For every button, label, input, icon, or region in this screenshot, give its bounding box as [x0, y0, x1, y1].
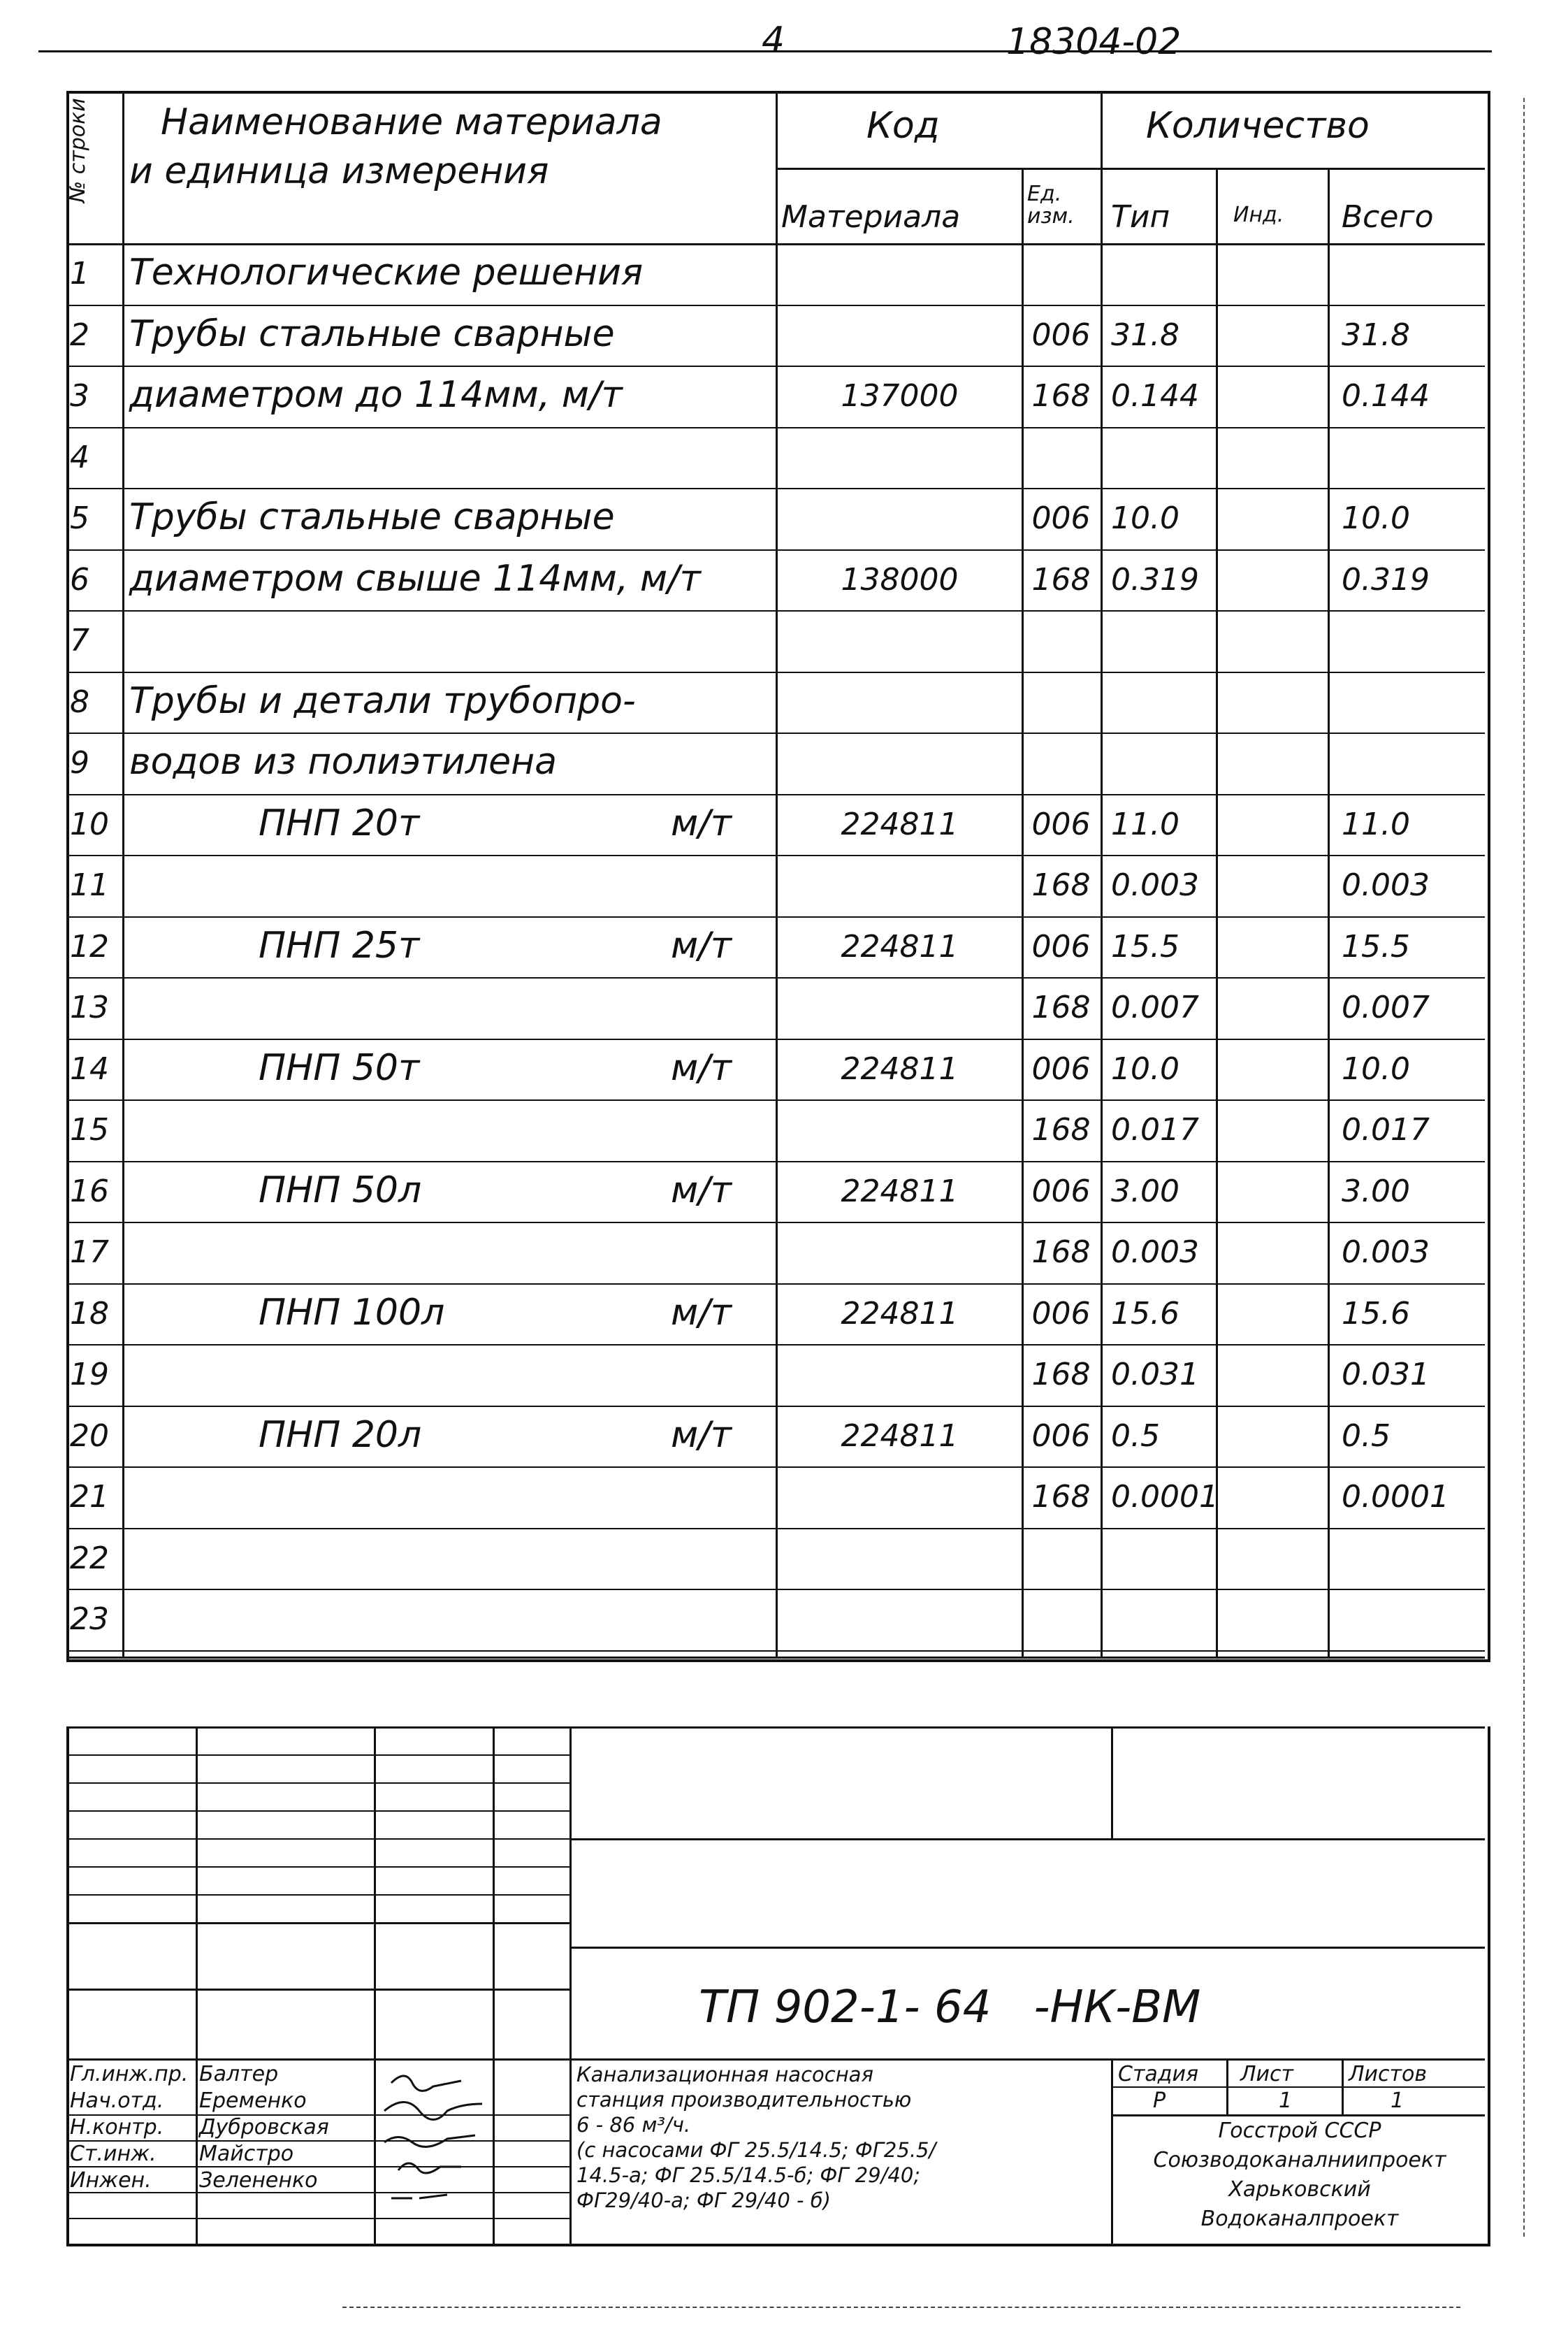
row-number: 22	[70, 1540, 109, 1576]
qty-total: 0.5	[1342, 1417, 1391, 1454]
qty-total: 0.003	[1342, 1234, 1430, 1270]
row-rule	[66, 549, 1485, 551]
sheets-value: 1	[1391, 2088, 1404, 2113]
role-title: Нач.отд.	[70, 2088, 164, 2113]
stamp-row	[66, 1782, 569, 1784]
sheet-label: Лист	[1240, 2062, 1294, 2086]
role-person: Балтер	[199, 2062, 279, 2086]
row-number: 14	[70, 1051, 109, 1087]
material-name: ПНП 50т	[259, 1046, 420, 1089]
qty-total: 0.0001	[1342, 1479, 1449, 1515]
qty-type: 15.5	[1111, 928, 1179, 965]
signature-2	[384, 2102, 482, 2120]
qty-total: 15.6	[1342, 1295, 1410, 1332]
row-number: 2	[70, 317, 89, 353]
organization	[1115, 2116, 1485, 2234]
row-number: 3	[70, 378, 89, 414]
material-code: 224811	[841, 1051, 959, 1087]
doc-code: 18304-02	[1006, 21, 1182, 63]
col-line	[776, 91, 778, 1657]
header-qty-ind: Инд.	[1233, 203, 1284, 227]
material-name: ПНП 50л	[259, 1169, 422, 1211]
material-name: Технологические решения	[129, 252, 644, 294]
unit-code: 168	[1031, 561, 1091, 598]
page-number: 4	[762, 20, 785, 62]
unit-code: 006	[1031, 1051, 1091, 1087]
qty-total: 0.144	[1342, 378, 1430, 414]
role-person: Дубровская	[199, 2115, 329, 2140]
stamp-row	[66, 1754, 569, 1756]
org-line: Водоканалпроект	[1200, 2207, 1399, 2231]
stamp-row	[569, 1947, 1485, 1949]
role-person: Зелененко	[199, 2168, 318, 2193]
qty-total: 10.0	[1342, 500, 1410, 536]
row-number: 8	[70, 684, 89, 720]
row-number: 7	[70, 623, 89, 658]
stamp-row	[569, 2058, 1485, 2061]
title-line: 14.5-а; ФГ 25.5/14.5-б; ФГ 29/40;	[576, 2163, 921, 2187]
material-name: ПНП 20л	[259, 1413, 422, 1456]
material-name: водов из полиэтилена	[129, 741, 557, 783]
role-person: Майстро	[199, 2142, 294, 2166]
header-code: Код	[866, 105, 940, 147]
material-name: диаметром до 114мм, м/т	[129, 374, 623, 416]
unit-code: 168	[1031, 1234, 1091, 1270]
qty-total: 0.003	[1342, 867, 1430, 903]
material-name: Трубы стальные сварные	[129, 496, 615, 538]
unit-name: м/т	[671, 802, 732, 844]
bottom-dash	[342, 2307, 1460, 2308]
header-qty-type: Тип	[1111, 199, 1170, 235]
header-name-2: и единица измерения	[129, 150, 549, 192]
row-number: 11	[70, 867, 109, 903]
header-qty: Количество	[1146, 105, 1370, 147]
unit-code: 168	[1031, 990, 1091, 1025]
stage-label: Стадия	[1118, 2062, 1199, 2086]
material-code: 224811	[841, 1417, 959, 1454]
role-title: Ст.инж.	[70, 2142, 157, 2166]
row-number: 13	[70, 990, 109, 1025]
doc-designation: ТП 902-1- 64 -НК-ВМ	[699, 1982, 1201, 2033]
unit-name: м/т	[671, 1413, 732, 1456]
signature-4	[398, 2163, 461, 2173]
signature-5	[391, 2195, 447, 2198]
row-rule	[66, 1161, 1485, 1162]
row-rule	[66, 1344, 1485, 1345]
unit-code: 006	[1031, 1295, 1091, 1332]
row-number: 9	[70, 745, 89, 781]
unit-code: 168	[1031, 1112, 1091, 1148]
org-line: Госстрой СССР	[1218, 2119, 1381, 2143]
row-rule	[66, 1650, 1485, 1652]
qty-type: 31.8	[1111, 317, 1179, 353]
row-rule	[66, 1222, 1485, 1223]
qty-total: 3.00	[1342, 1173, 1410, 1209]
unit-code: 168	[1031, 1357, 1091, 1392]
row-rule	[66, 916, 1485, 918]
material-name: Трубы и детали трубопро-	[129, 679, 636, 722]
signatures	[377, 2065, 496, 2240]
row-number: 12	[70, 928, 109, 965]
stamp-row	[66, 1989, 569, 1991]
qty-type: 0.003	[1111, 1234, 1199, 1270]
unit-code: 006	[1031, 317, 1091, 353]
qty-type: 15.6	[1111, 1295, 1179, 1332]
qty-type: 11.0	[1111, 806, 1179, 842]
col-line	[1216, 168, 1218, 1657]
row-number: 10	[70, 806, 109, 842]
header-code-material: Материала	[781, 199, 961, 235]
row-rule	[66, 610, 1485, 612]
row-number: 20	[70, 1417, 109, 1454]
row-rule	[66, 427, 1485, 428]
title-line: (с насосами ФГ 25.5/14.5; ФГ25.5/	[576, 2138, 936, 2162]
material-code: 137000	[841, 378, 959, 414]
sheet-value: 1	[1279, 2088, 1293, 2113]
role-person: Еременко	[199, 2088, 307, 2113]
qty-total: 0.031	[1342, 1357, 1430, 1392]
stamp-row	[66, 1866, 569, 1868]
qty-type: 0.003	[1111, 867, 1199, 903]
org-line: Союзводоканалниипроект	[1153, 2148, 1446, 2172]
row-rule	[66, 855, 1485, 856]
unit-code: 006	[1031, 500, 1091, 536]
row-rule	[66, 1528, 1485, 1529]
col-line	[1101, 91, 1103, 1657]
material-name: ПНП 20т	[259, 802, 420, 844]
row-number: 4	[70, 439, 89, 475]
unit-name: м/т	[671, 924, 732, 967]
col-line	[1328, 168, 1330, 1657]
row-rule	[66, 733, 1485, 734]
qty-type: 0.319	[1111, 561, 1199, 598]
row-number: 15	[70, 1112, 109, 1148]
header-code-unit: Ед. изм.	[1027, 182, 1075, 229]
material-code: 224811	[841, 928, 959, 965]
qty-type: 0.031	[1111, 1357, 1199, 1392]
row-number: 16	[70, 1173, 109, 1209]
sheets-label: Листов	[1349, 2062, 1428, 2086]
header-qty-total: Всего	[1342, 199, 1434, 235]
unit-name: м/т	[671, 1169, 732, 1211]
unit-code: 006	[1031, 1173, 1091, 1209]
qty-type: 10.0	[1111, 1051, 1179, 1087]
qty-type: 0.0001	[1111, 1479, 1219, 1515]
title-line: 6 - 86 м³/ч.	[576, 2113, 691, 2137]
row-number: 1	[70, 256, 89, 291]
material-code: 224811	[841, 806, 959, 842]
header-bottom-rule	[66, 243, 1485, 245]
header-name: Наименование материала	[161, 101, 662, 143]
unit-name: м/т	[671, 1291, 732, 1334]
row-rule	[66, 1589, 1485, 1590]
unit-code: 006	[1031, 928, 1091, 965]
title-line: ФГ29/40-а; ФГ 29/40 - б)	[576, 2188, 831, 2212]
row-number: 23	[70, 1601, 109, 1637]
stamp-row	[1111, 2086, 1485, 2088]
title-line: Канализационная насосная	[576, 2063, 873, 2086]
unit-code: 168	[1031, 378, 1091, 414]
row-number: 21	[70, 1479, 109, 1515]
row-rule	[66, 366, 1485, 367]
qty-type: 0.017	[1111, 1112, 1199, 1148]
stage-value: Р	[1153, 2088, 1166, 2113]
material-name: ПНП 100л	[259, 1291, 445, 1334]
row-rule	[66, 1039, 1485, 1040]
qty-type: 0.5	[1111, 1417, 1160, 1454]
qty-type: 10.0	[1111, 500, 1179, 536]
qty-total: 0.017	[1342, 1112, 1430, 1148]
qty-total: 0.007	[1342, 990, 1430, 1025]
stamp-row	[66, 1922, 569, 1924]
material-code: 224811	[841, 1173, 959, 1209]
stamp-row	[66, 1894, 569, 1896]
row-rule	[66, 1406, 1485, 1407]
signature-1	[391, 2076, 461, 2091]
row-rule	[66, 1283, 1485, 1285]
qty-total: 15.5	[1342, 928, 1410, 965]
project-title	[576, 2062, 936, 2213]
unit-code: 168	[1031, 1479, 1091, 1515]
row-number: 6	[70, 561, 89, 598]
row-rule	[66, 1466, 1485, 1468]
stamp-row	[66, 2058, 569, 2061]
material-name: диаметром свыше 114мм, м/т	[129, 557, 701, 600]
header-sub-rule	[776, 168, 1485, 170]
stamp-col	[569, 1726, 572, 2244]
header-row-number: № строки	[66, 98, 90, 203]
qty-total: 10.0	[1342, 1051, 1410, 1087]
role-title: Н.контр.	[70, 2115, 164, 2140]
row-rule	[66, 672, 1485, 673]
right-edge	[1523, 98, 1525, 2237]
signature-3	[384, 2135, 475, 2147]
material-code: 224811	[841, 1295, 959, 1332]
role-title: Гл.инж.пр.	[70, 2062, 189, 2086]
material-name: Трубы стальные сварные	[129, 312, 615, 355]
title-line: станция производительностью	[576, 2088, 912, 2112]
material-code: 138000	[841, 561, 959, 598]
row-rule	[66, 1099, 1485, 1101]
row-rule	[66, 794, 1485, 795]
unit-code: 006	[1031, 806, 1091, 842]
stamp-row	[569, 1838, 1485, 1840]
row-number: 18	[70, 1295, 109, 1332]
block-rule	[66, 1657, 1485, 1659]
unit-code: 006	[1031, 1417, 1091, 1454]
qty-type: 0.007	[1111, 990, 1199, 1025]
row-rule	[66, 977, 1485, 979]
qty-total: 0.319	[1342, 561, 1430, 598]
stamp-row	[66, 1810, 569, 1812]
material-name: ПНП 25т	[259, 924, 420, 967]
qty-total: 11.0	[1342, 806, 1410, 842]
row-number: 19	[70, 1357, 109, 1392]
qty-total: 31.8	[1342, 317, 1410, 353]
row-number: 17	[70, 1234, 109, 1270]
stamp-col	[1111, 1726, 1113, 1838]
unit-code: 168	[1031, 867, 1091, 903]
role-title: Инжен.	[70, 2168, 152, 2193]
qty-type: 0.144	[1111, 378, 1199, 414]
stamp-row	[66, 1838, 569, 1840]
qty-type: 3.00	[1111, 1173, 1179, 1209]
unit-name: м/т	[671, 1046, 732, 1089]
row-rule	[66, 305, 1485, 306]
row-number: 5	[70, 500, 89, 536]
org-line: Харьковский	[1228, 2177, 1371, 2202]
row-rule	[66, 488, 1485, 489]
col-line	[122, 91, 124, 1657]
